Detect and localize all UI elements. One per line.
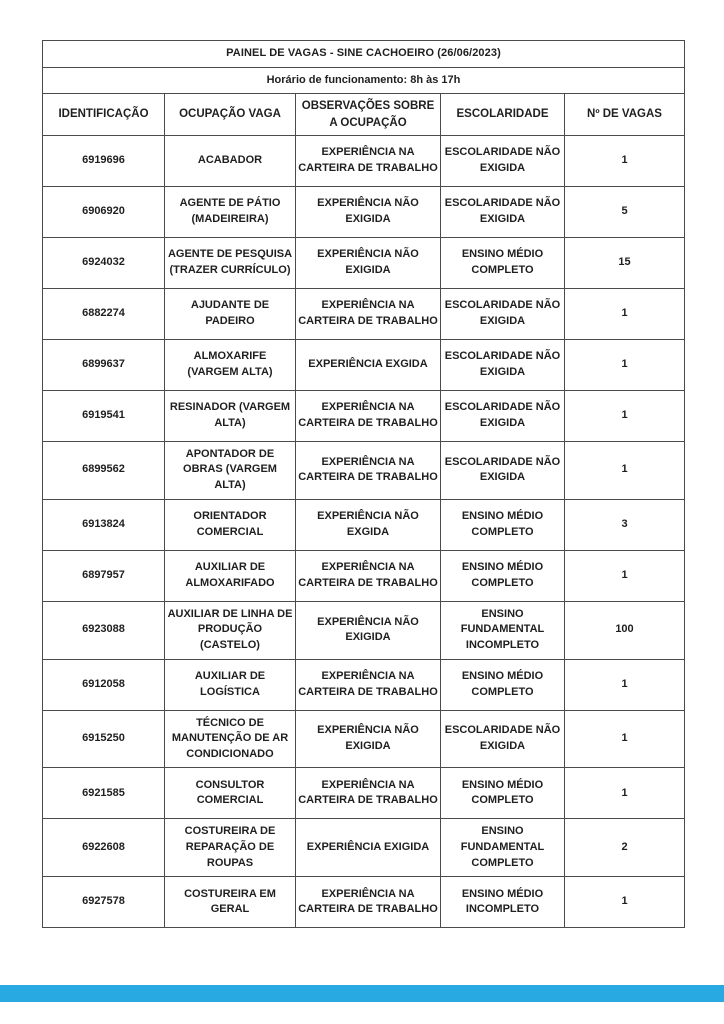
cell-vagas: 2 xyxy=(565,819,685,877)
cell-ocupacao: TÉCNICO DE MANUTENÇÃO DE AR CONDICIONADO xyxy=(165,710,296,768)
cell-observacoes: EXPERIÊNCIA NA CARTEIRA DE TRABALHO xyxy=(296,288,441,339)
col-header-escolaridade: ESCOLARIDADE xyxy=(441,94,565,136)
cell-vagas: 1 xyxy=(565,659,685,710)
cell-identificacao: 6912058 xyxy=(43,659,165,710)
footer-bar xyxy=(0,985,724,1002)
cell-identificacao: 6919696 xyxy=(43,135,165,186)
cell-observacoes: EXPERIÊNCIA NÃO EXIGIDA xyxy=(296,186,441,237)
table-row xyxy=(43,135,685,186)
vagas-table xyxy=(42,40,685,928)
cell-vagas: 1 xyxy=(565,339,685,390)
cell-ocupacao: AGENTE DE PÁTIO (MADEIREIRA) xyxy=(165,186,296,237)
cell-escolaridade: ENSINO MÉDIO COMPLETO xyxy=(441,237,565,288)
cell-observacoes: EXPERIÊNCIA NA CARTEIRA DE TRABALHO xyxy=(296,768,441,819)
table-row xyxy=(43,768,685,819)
cell-observacoes: EXPERIÊNCIA NÃO EXIGIDA xyxy=(296,710,441,768)
table-row xyxy=(43,601,685,659)
col-header-ocupacao: OCUPAÇÃO VAGA xyxy=(165,94,296,136)
cell-escolaridade: ENSINO FUNDAMENTAL COMPLETO xyxy=(441,819,565,877)
col-header-num-vagas: Nº DE VAGAS xyxy=(565,94,685,136)
table-row xyxy=(43,877,685,928)
cell-identificacao: 6915250 xyxy=(43,710,165,768)
table-row xyxy=(43,710,685,768)
title-row xyxy=(43,41,685,68)
cell-vagas: 1 xyxy=(565,135,685,186)
table-row xyxy=(43,550,685,601)
cell-vagas: 100 xyxy=(565,601,685,659)
cell-identificacao: 6897957 xyxy=(43,550,165,601)
cell-ocupacao: APONTADOR DE OBRAS (VARGEM ALTA) xyxy=(165,441,296,499)
table-row xyxy=(43,390,685,441)
cell-ocupacao: CONSULTOR COMERCIAL xyxy=(165,768,296,819)
cell-vagas: 1 xyxy=(565,550,685,601)
cell-escolaridade: ENSINO FUNDAMENTAL INCOMPLETO xyxy=(441,601,565,659)
cell-escolaridade: ENSINO MÉDIO INCOMPLETO xyxy=(441,877,565,928)
cell-identificacao: 6882274 xyxy=(43,288,165,339)
cell-identificacao: 6899637 xyxy=(43,339,165,390)
cell-ocupacao: AUXILIAR DE LINHA DE PRODUÇÃO (CASTELO) xyxy=(165,601,296,659)
table-row xyxy=(43,288,685,339)
page-title: PAINEL DE VAGAS - SINE CACHOEIRO (26/06/2023) xyxy=(43,41,685,68)
cell-escolaridade: ENSINO MÉDIO COMPLETO xyxy=(441,550,565,601)
cell-identificacao: 6906920 xyxy=(43,186,165,237)
cell-vagas: 3 xyxy=(565,499,685,550)
cell-ocupacao: RESINADOR (VARGEM ALTA) xyxy=(165,390,296,441)
cell-observacoes: EXPERIÊNCIA NA CARTEIRA DE TRABALHO xyxy=(296,441,441,499)
cell-identificacao: 6899562 xyxy=(43,441,165,499)
cell-escolaridade: ENSINO MÉDIO COMPLETO xyxy=(441,659,565,710)
cell-identificacao: 6919541 xyxy=(43,390,165,441)
table-row xyxy=(43,441,685,499)
cell-observacoes: EXPERIÊNCIA NA CARTEIRA DE TRABALHO xyxy=(296,390,441,441)
header-row xyxy=(43,94,685,136)
table-row xyxy=(43,819,685,877)
cell-ocupacao: AJUDANTE DE PADEIRO xyxy=(165,288,296,339)
cell-observacoes: EXPERIÊNCIA NA CARTEIRA DE TRABALHO xyxy=(296,550,441,601)
cell-escolaridade: ENSINO MÉDIO COMPLETO xyxy=(441,499,565,550)
cell-vagas: 1 xyxy=(565,288,685,339)
cell-observacoes: EXPERIÊNCIA EXIGIDA xyxy=(296,819,441,877)
table-body xyxy=(43,135,685,927)
cell-identificacao: 6921585 xyxy=(43,768,165,819)
cell-identificacao: 6923088 xyxy=(43,601,165,659)
cell-ocupacao: ACABADOR xyxy=(165,135,296,186)
cell-observacoes: EXPERIÊNCIA NA CARTEIRA DE TRABALHO xyxy=(296,135,441,186)
cell-escolaridade: ESCOLARIDADE NÃO EXIGIDA xyxy=(441,288,565,339)
cell-ocupacao: AGENTE DE PESQUISA (TRAZER CURRÍCULO) xyxy=(165,237,296,288)
cell-escolaridade: ESCOLARIDADE NÃO EXIGIDA xyxy=(441,710,565,768)
cell-observacoes: EXPERIÊNCIA NA CARTEIRA DE TRABALHO xyxy=(296,659,441,710)
subtitle-row xyxy=(43,67,685,94)
cell-identificacao: 6922608 xyxy=(43,819,165,877)
table-row xyxy=(43,659,685,710)
cell-observacoes: EXPERIÊNCIA NÃO EXGIDA xyxy=(296,499,441,550)
cell-observacoes: EXPERIÊNCIA NÃO EXIGIDA xyxy=(296,601,441,659)
cell-vagas: 15 xyxy=(565,237,685,288)
cell-ocupacao: AUXILIAR DE LOGÍSTICA xyxy=(165,659,296,710)
cell-ocupacao: ALMOXARIFE (VARGEM ALTA) xyxy=(165,339,296,390)
cell-escolaridade: ESCOLARIDADE NÃO EXIGIDA xyxy=(441,135,565,186)
cell-identificacao: 6913824 xyxy=(43,499,165,550)
cell-ocupacao: AUXILIAR DE ALMOXARIFADO xyxy=(165,550,296,601)
cell-ocupacao: COSTUREIRA EM GERAL xyxy=(165,877,296,928)
col-header-identificacao: IDENTIFICAÇÃO xyxy=(43,94,165,136)
cell-escolaridade: ENSINO MÉDIO COMPLETO xyxy=(441,768,565,819)
cell-observacoes: EXPERIÊNCIA EXGIDA xyxy=(296,339,441,390)
cell-ocupacao: ORIENTADOR COMERCIAL xyxy=(165,499,296,550)
cell-ocupacao: COSTUREIRA DE REPARAÇÃO DE ROUPAS xyxy=(165,819,296,877)
cell-escolaridade: ESCOLARIDADE NÃO EXIGIDA xyxy=(441,441,565,499)
cell-vagas: 1 xyxy=(565,768,685,819)
cell-vagas: 1 xyxy=(565,441,685,499)
cell-identificacao: 6927578 xyxy=(43,877,165,928)
cell-observacoes: EXPERIÊNCIA NA CARTEIRA DE TRABALHO xyxy=(296,877,441,928)
table-row xyxy=(43,499,685,550)
cell-vagas: 1 xyxy=(565,390,685,441)
cell-escolaridade: ESCOLARIDADE NÃO EXIGIDA xyxy=(441,390,565,441)
table-row xyxy=(43,339,685,390)
cell-vagas: 5 xyxy=(565,186,685,237)
cell-escolaridade: ESCOLARIDADE NÃO EXIGIDA xyxy=(441,186,565,237)
table-row xyxy=(43,237,685,288)
cell-escolaridade: ESCOLARIDADE NÃO EXIGIDA xyxy=(441,339,565,390)
cell-vagas: 1 xyxy=(565,877,685,928)
cell-identificacao: 6924032 xyxy=(43,237,165,288)
col-header-observacoes: OBSERVAÇÕES SOBRE A OCUPAÇÃO xyxy=(296,94,441,136)
opening-hours: Horário de funcionamento: 8h às 17h xyxy=(43,67,685,94)
table-row xyxy=(43,186,685,237)
cell-observacoes: EXPERIÊNCIA NÃO EXIGIDA xyxy=(296,237,441,288)
cell-vagas: 1 xyxy=(565,710,685,768)
